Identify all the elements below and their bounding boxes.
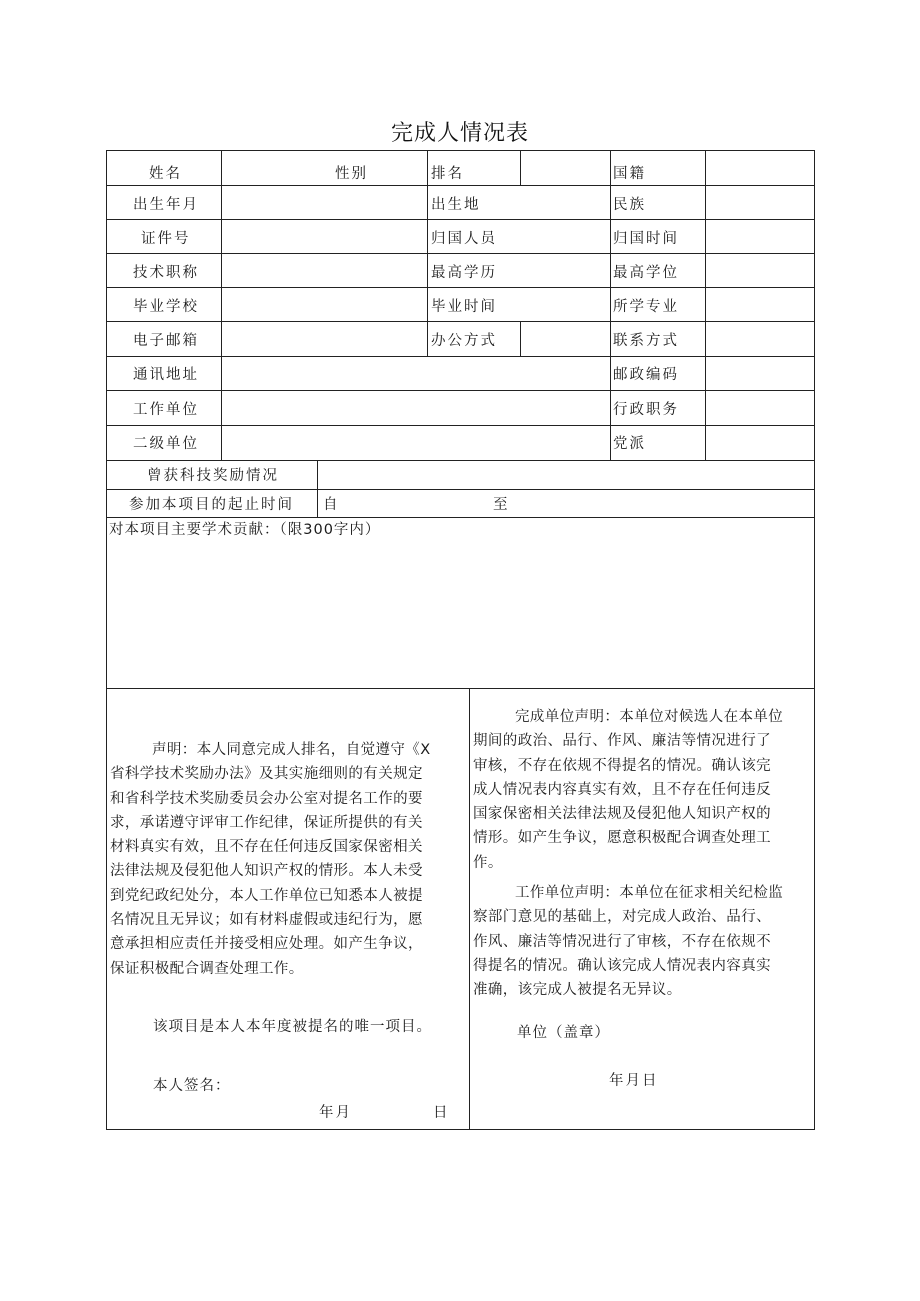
unit-declaration-line: 国家保密相关法律法规及侵犯他人知识产权的 [473, 806, 771, 823]
label-school: 毕业学校 [133, 299, 199, 315]
label-return-time: 归国时间 [613, 231, 679, 247]
label-birth-date: 出生年月 [133, 197, 199, 213]
declaration-line: 声明：本人同意完成人排名，自觉遵守《X [152, 742, 431, 758]
signature-label: 本人签名： [153, 1078, 231, 1094]
label-awards: 曾获科技奖励情况 [147, 468, 279, 484]
declaration-line: 名情况且无异议；如有材料虚假或违纪行为，愿 [110, 912, 423, 929]
label-rank: 排名 [431, 166, 464, 182]
label-highest-education: 最高学历 [431, 265, 497, 281]
declaration-line: 到党纪政纪处分，本人工作单位已知悉本人被提 [110, 887, 423, 904]
unit-declaration-line: 期间的政治、品行、作风、廉洁等情况进行了 [473, 733, 771, 750]
label-office-phone: 办公方式 [431, 333, 497, 349]
unit-declaration-line: 作。 [473, 854, 503, 871]
work-unit-declaration-line: 得提名的情况。确认该完成人情况表内容真实 [473, 957, 771, 974]
page-title: 完成人情况表 [390, 121, 529, 146]
label-id-number: 证件号 [141, 231, 191, 247]
declaration-line: 和省科学技术奖励委员会办公室对提名工作的要 [110, 790, 423, 807]
work-unit-declaration-line: 作风、廉洁等情况进行了审核，不存在依规不 [473, 933, 771, 950]
label-major: 所学专业 [613, 299, 679, 315]
contribution-label: 对本项目主要学术贡献：（限300字内） [109, 522, 381, 538]
label-returnee: 归国人员 [431, 231, 497, 247]
label-period-to: 至 [493, 497, 510, 513]
label-work-unit: 工作单位 [133, 402, 199, 418]
label-address: 通讯地址 [133, 367, 199, 383]
unit-declaration-line: 成人情况表内容真实有效，且不存在任何违反 [473, 781, 771, 798]
unit-seal-label: 单位（盖章） [517, 1025, 610, 1041]
label-nationality: 国籍 [613, 166, 646, 182]
signature-date-d: 日 [433, 1105, 450, 1121]
work-unit-declaration-line: 准确，该完成人被提名无异议。 [473, 982, 682, 999]
label-birthplace: 出生地 [431, 197, 481, 213]
declaration-line: 求，承诺遵守评审工作纪律，保证所提供的有关 [110, 814, 423, 831]
unit-declaration-line: 完成单位声明：本单位对候选人在本单位 [515, 709, 784, 725]
label-email: 电子邮箱 [133, 333, 199, 349]
declaration-line: 材料真实有效，且不存在任何违反国家保密相关 [110, 839, 423, 856]
label-period: 参加本项目的起止时间 [129, 497, 294, 513]
label-ethnicity: 民族 [613, 197, 646, 213]
label-admin-position: 行政职务 [613, 402, 679, 418]
work-unit-declaration-line: 察部门意见的基础上，对完成人政治、品行、 [473, 909, 771, 926]
label-graduation-time: 毕业时间 [431, 299, 497, 315]
form-table [106, 150, 815, 1130]
label-highest-degree: 最高学位 [613, 265, 679, 281]
declaration-line: 意承担相应责任并接受相应处理。如产生争议， [110, 936, 423, 953]
label-period-from: 自 [323, 497, 340, 513]
label-postal-code: 邮政编码 [613, 367, 679, 383]
unit-declaration-text [473, 705, 813, 1003]
label-party: 党派 [613, 436, 646, 452]
declaration-text [110, 738, 468, 981]
label-sub-unit: 二级单位 [133, 436, 199, 452]
label-gender: 性别 [335, 166, 368, 182]
declaration-unique: 该项目是本人本年度被提名的唯一项目。 [153, 1019, 432, 1035]
declaration-line: 省科学技术奖励办法》及其实施细则的有关规定 [110, 766, 423, 783]
unit-declaration-line: 情形。如产生争议，愿意积极配合调查处理工 [473, 830, 771, 847]
label-name: 姓名 [149, 166, 182, 182]
declaration-line: 保证积极配合调查处理工作。 [110, 960, 304, 977]
label-contact: 联系方式 [613, 333, 679, 349]
unit-date: 年月日 [609, 1073, 659, 1089]
signature-date-ym: 年月 [319, 1105, 352, 1121]
label-tech-title: 技术职称 [133, 265, 199, 281]
unit-declaration-line: 审核，不存在依规不得提名的情况。确认该完 [473, 757, 771, 774]
work-unit-declaration-line: 工作单位声明：本单位在征求相关纪检监 [515, 885, 784, 902]
declaration-line: 法律法规及侵犯他人知识产权的情形。本人未受 [110, 863, 423, 880]
